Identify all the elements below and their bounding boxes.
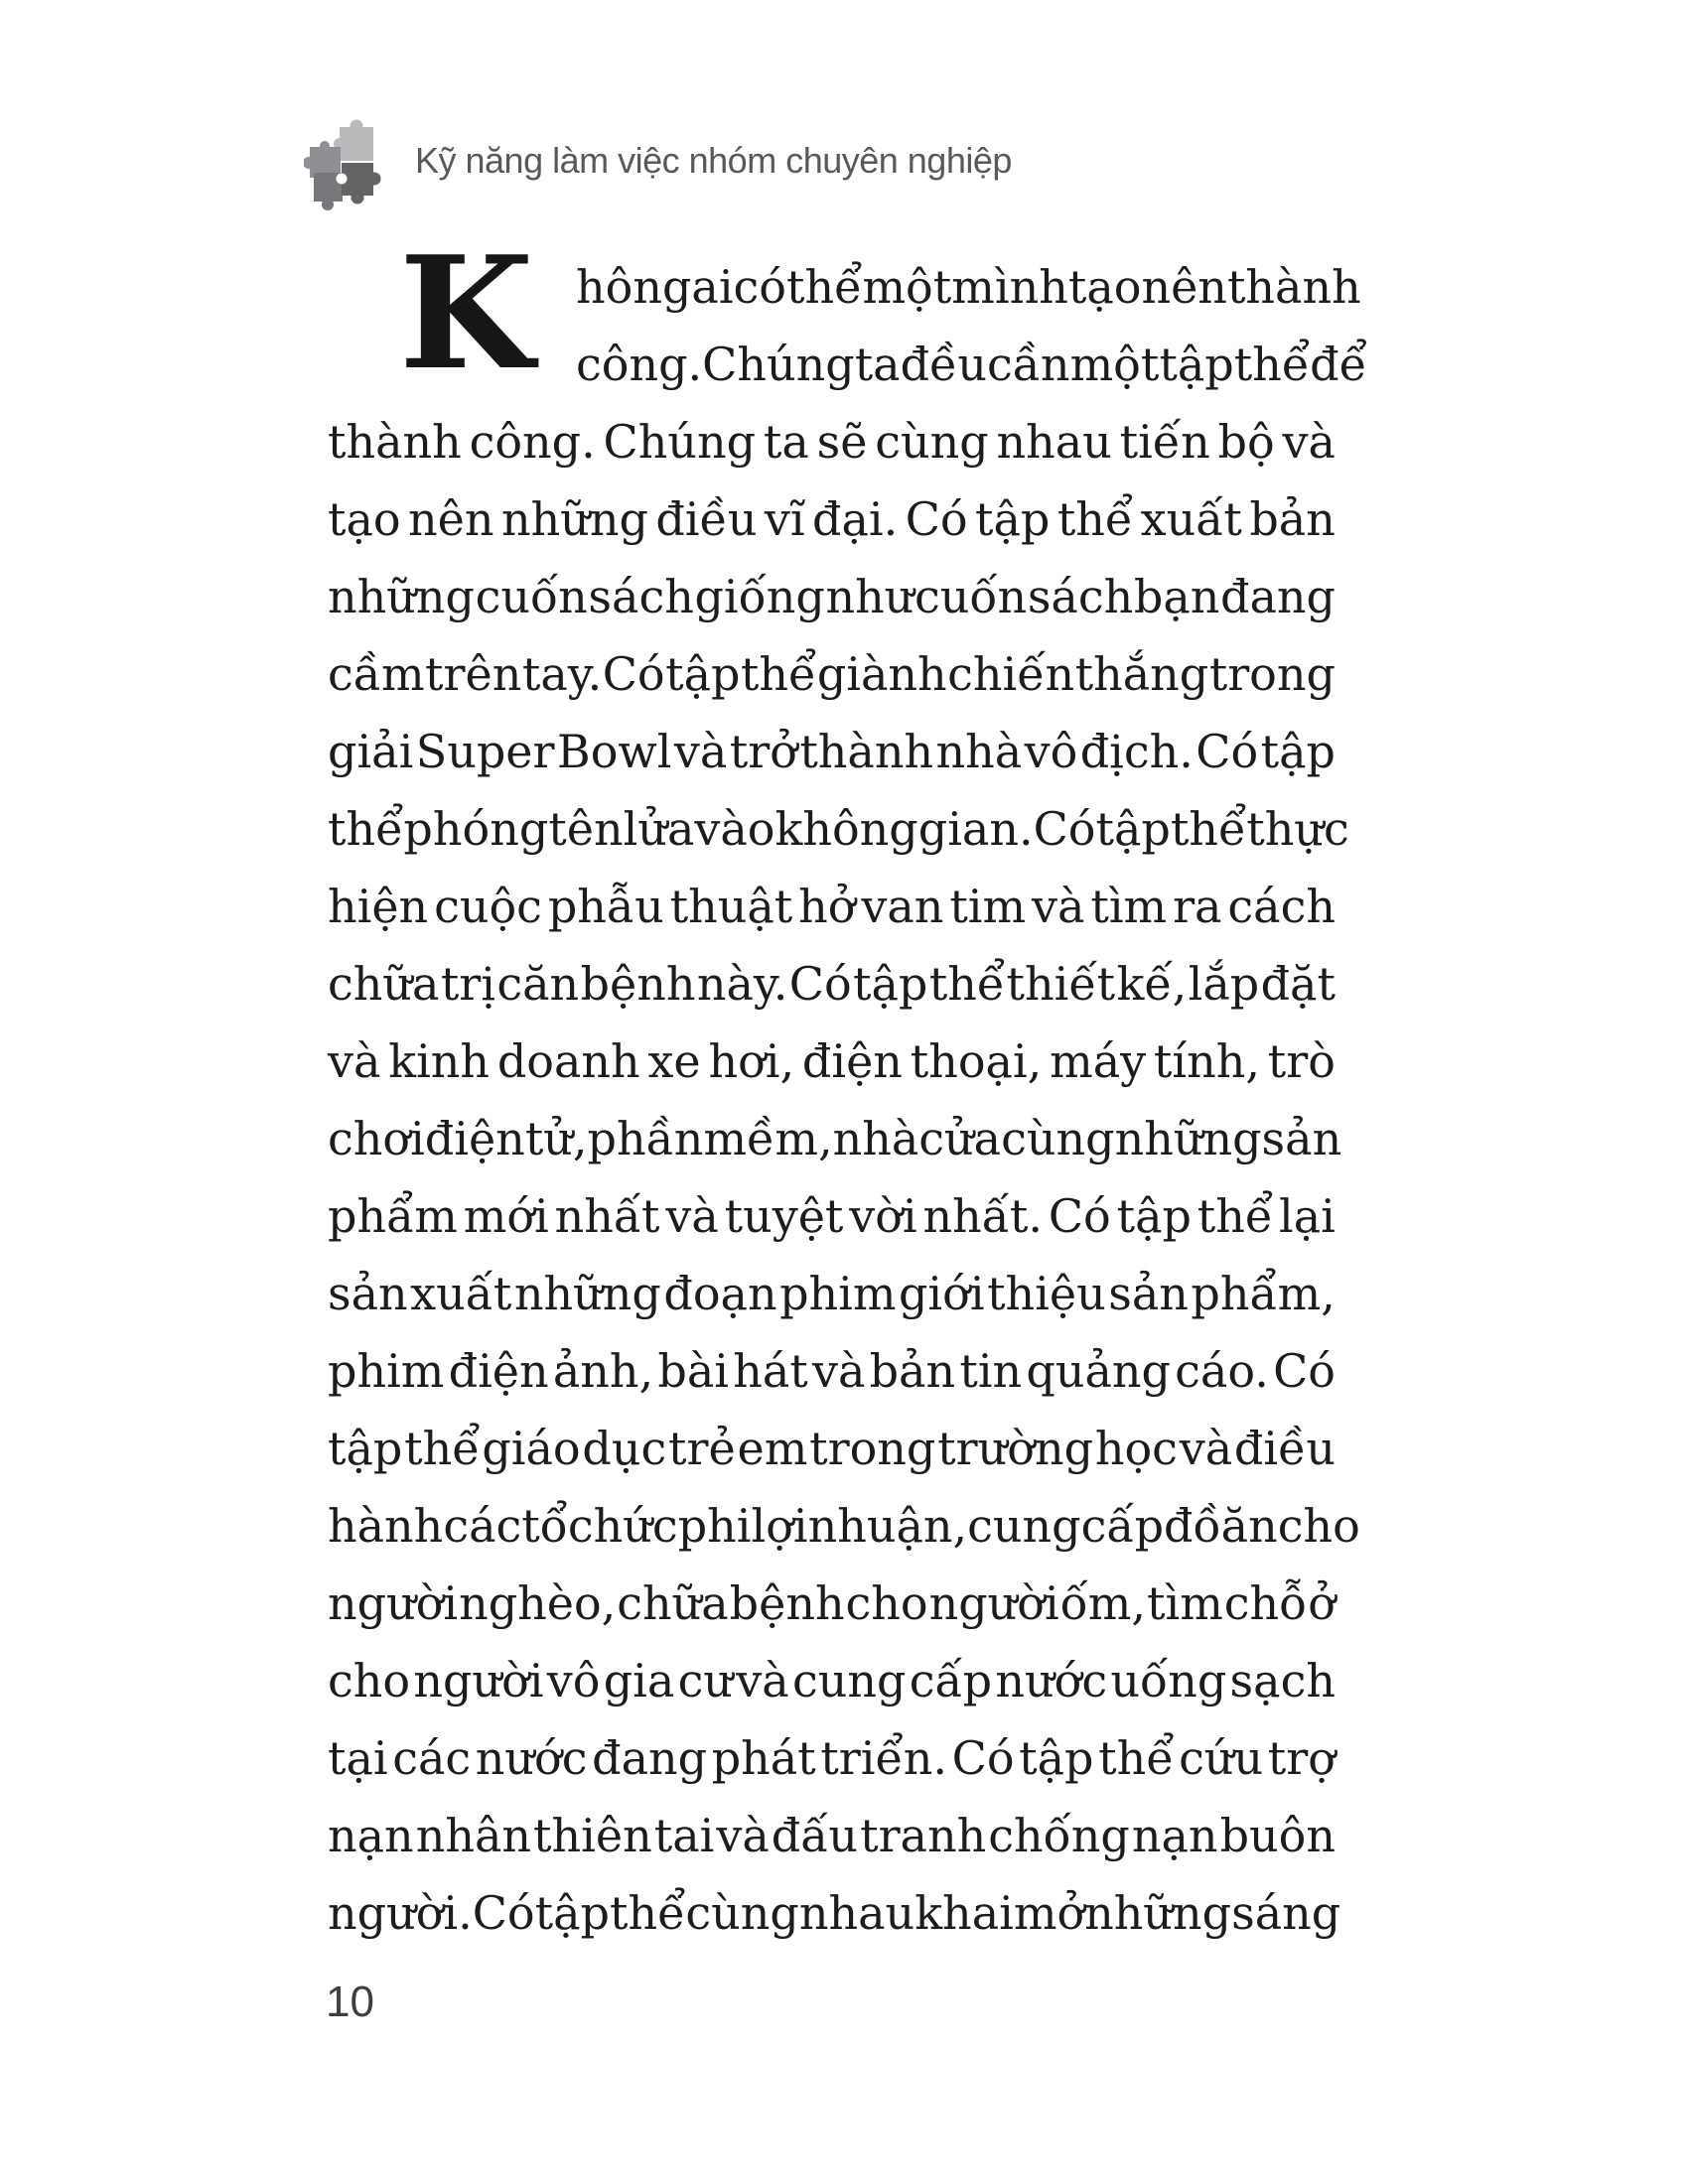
text-line: tạo nên những điều vĩ đại. Có tập thể xuất bản xyxy=(328,492,1336,546)
text-line: cho người vô gia cư và cung cấp nước uống sạch xyxy=(328,1654,1336,1707)
text-line: và kinh doanh xe hơi, điện thoại, máy tính, trò xyxy=(328,1034,1336,1088)
text-line: tập thể giáo dục trẻ em trong trường học và điều xyxy=(328,1422,1336,1475)
page-number: 10 xyxy=(326,1978,374,2026)
text-line: chơi điện tử, phần mềm, nhà cửa cùng những sản xyxy=(328,1112,1342,1165)
text-line: người. Có tập thể cùng nhau khai mở những sáng xyxy=(328,1886,1341,1940)
puzzle-icon-svg xyxy=(304,119,391,214)
text-line: công. Chúng ta đều cần một tập thể để xyxy=(576,338,1367,391)
body-text xyxy=(328,248,1367,1952)
text-line: sản xuất những đoạn phim giới thiệu sản phẩm, xyxy=(328,1267,1336,1320)
text-line: thể phóng tên lửa vào không gian. Có tập thể thực xyxy=(328,802,1349,856)
text-line: tại các nước đang phát triển. Có tập thể cứu trợ xyxy=(328,1731,1336,1785)
puzzle-piece-dark xyxy=(337,163,381,205)
text-line: giải Super Bowl và trở thành nhà vô địch. Có tập xyxy=(328,725,1336,778)
text-line: thành công. Chúng ta sẽ cùng nhau tiến bộ và xyxy=(328,415,1336,469)
text-line: chữa trị căn bệnh này. Có tập thể thiết kế, lắp đặt xyxy=(328,957,1336,1011)
text-line: hành các tổ chức phi lợi nhuận, cung cấp đồ ăn cho xyxy=(328,1499,1360,1553)
text-line: người nghèo, chữa bệnh cho người ốm, tìm chỗ ở xyxy=(328,1576,1336,1630)
dropcap-letter: K xyxy=(399,222,534,404)
text-line: hiện cuộc phẫu thuật hở van tim và tìm ra cách xyxy=(328,880,1336,933)
text-line: hông ai có thể một mình tạo nên thành xyxy=(576,260,1361,314)
text-line: những cuốn sách giống như cuốn sách bạn đang xyxy=(328,570,1336,623)
text-line: phẩm mới nhất và tuyệt vời nhất. Có tập thể lại xyxy=(328,1189,1336,1243)
text-line: nạn nhân thiên tai và đấu tranh chống nạn buôn xyxy=(328,1809,1336,1862)
text-line: cầm trên tay. Có tập thể giành chiến thắng trong xyxy=(328,647,1336,701)
text-line: phim điện ảnh, bài hát và bản tin quảng cáo. Có xyxy=(328,1344,1336,1398)
puzzle-icon xyxy=(304,119,391,214)
running-head-title: Kỹ năng làm việc nhóm chuyên nghiệp xyxy=(415,140,1012,181)
